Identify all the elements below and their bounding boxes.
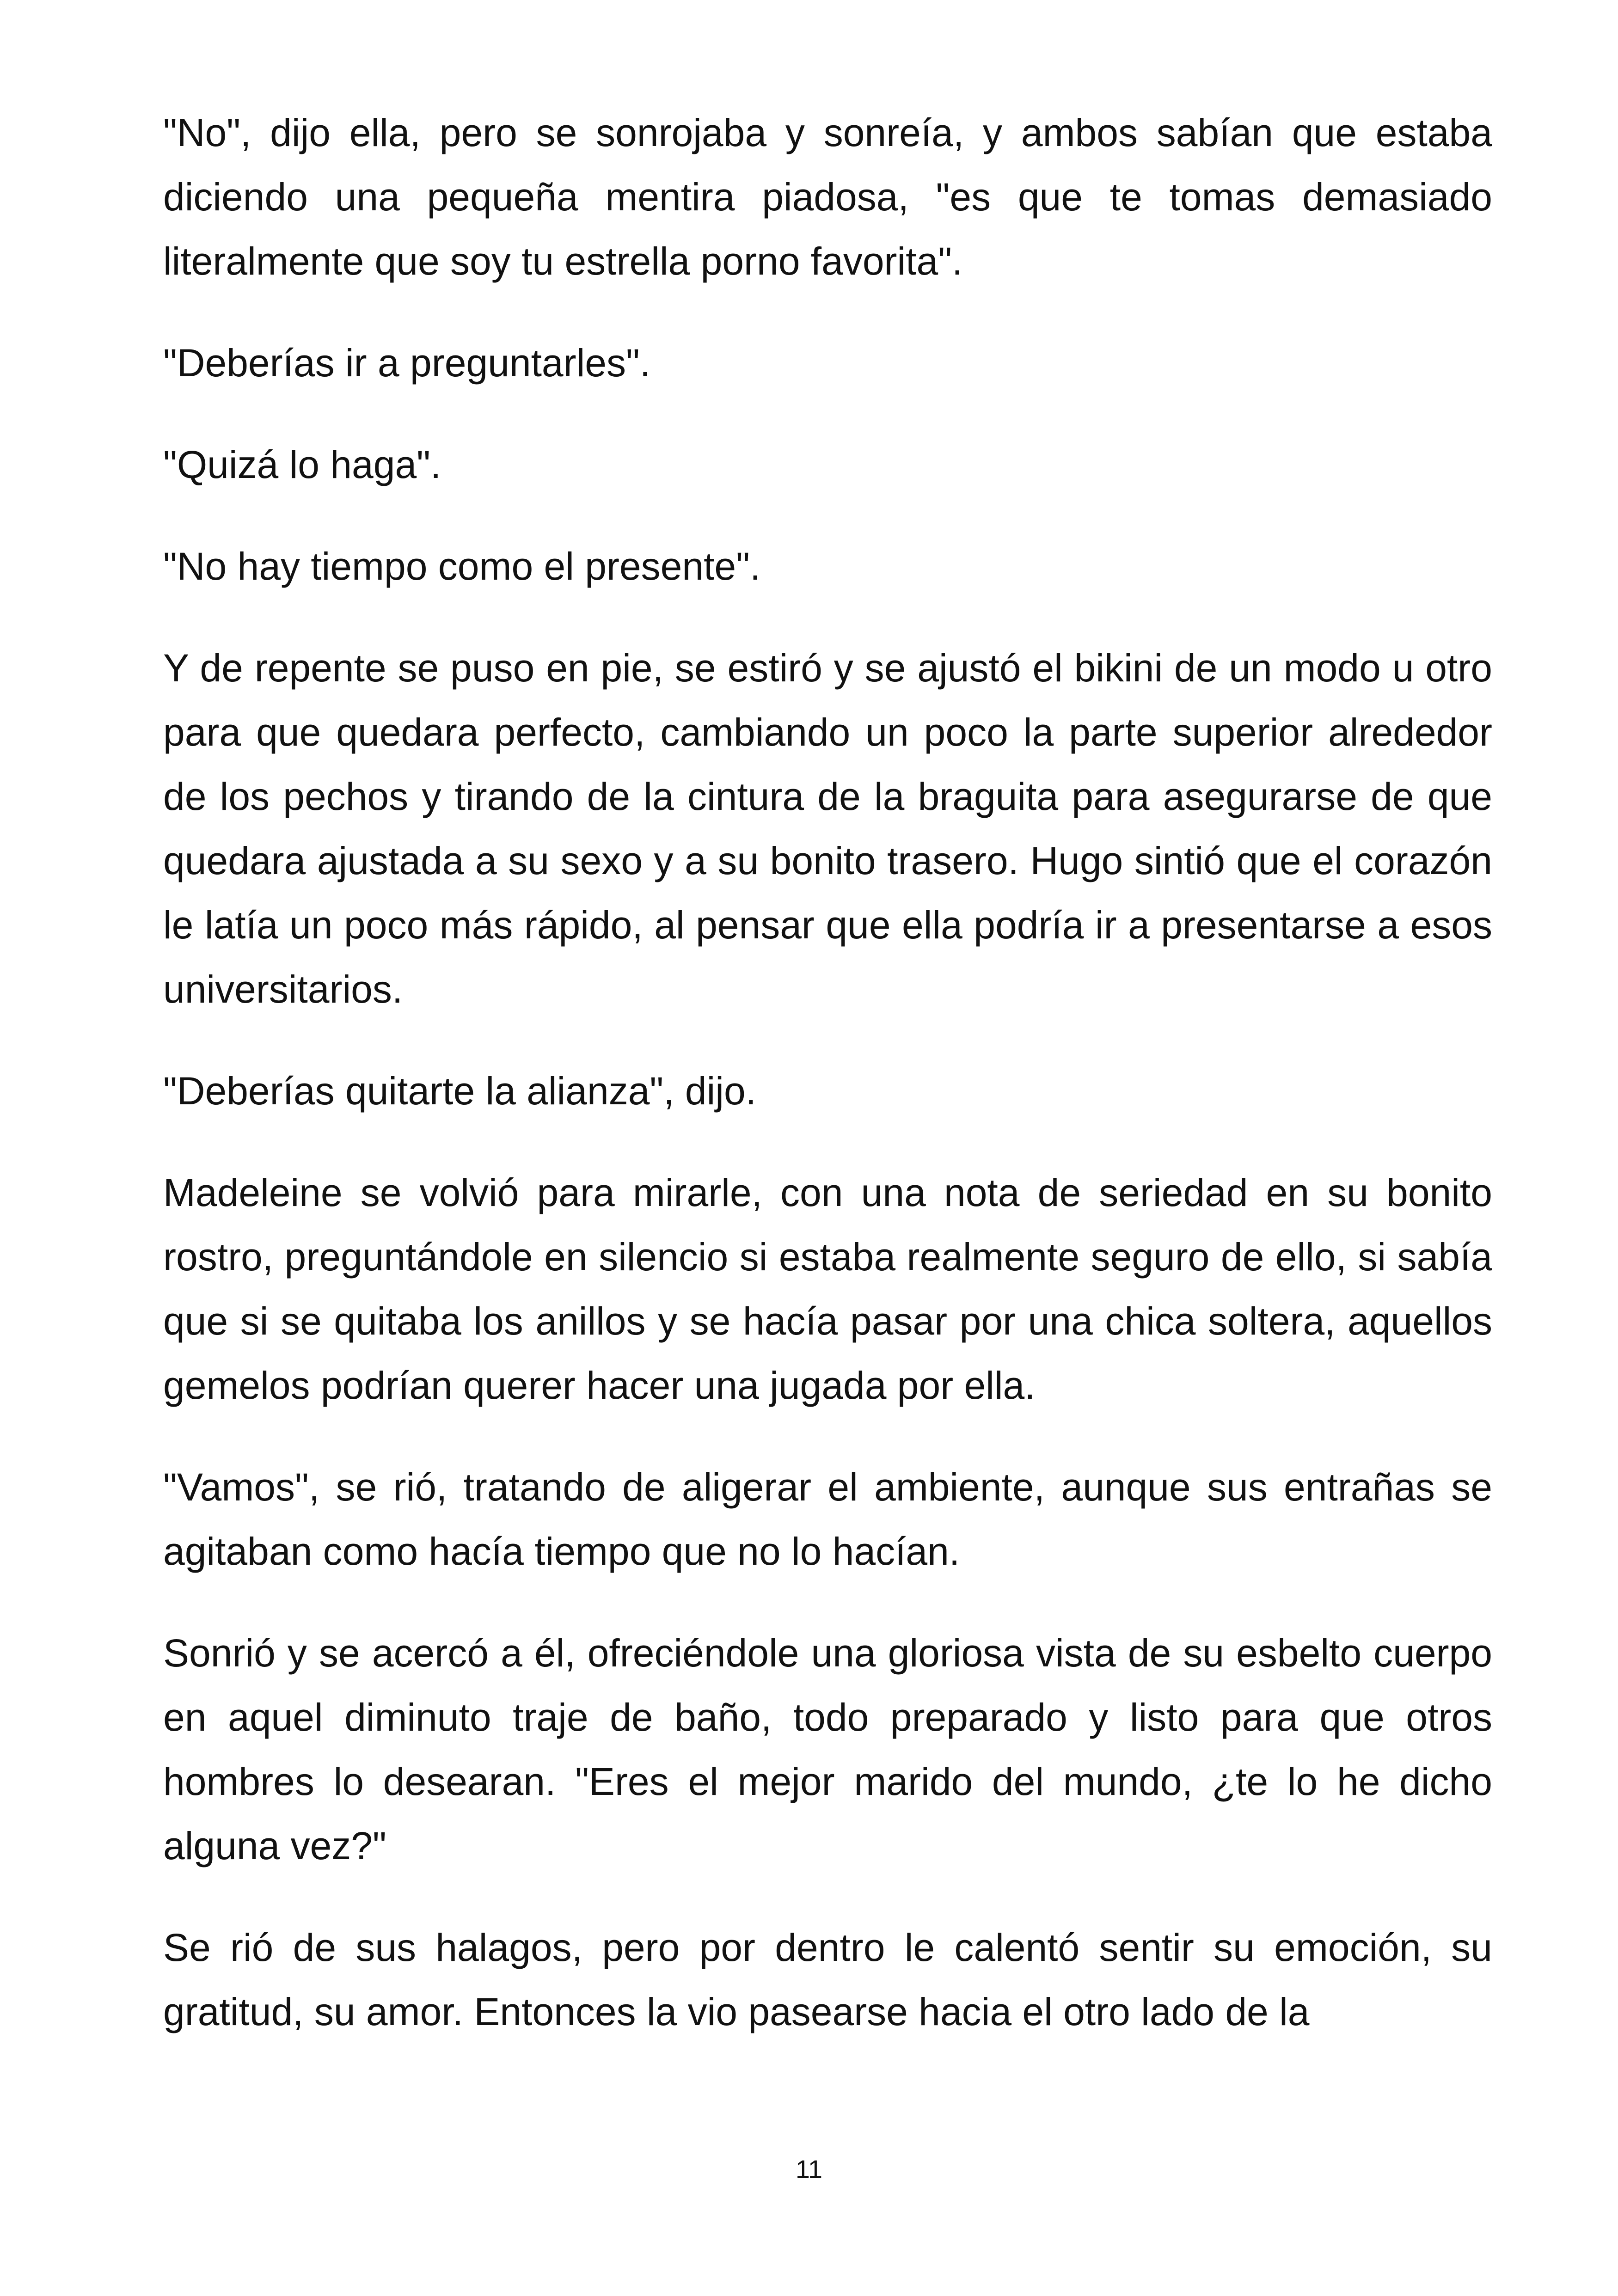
body-text (163, 101, 1492, 2044)
paragraph-7: Madeleine se volvió para mirarle, con una nota de seriedad en su bonito rostro, preguntándole en silencio si estaba realmente seguro de ello, si sabía que si se quitaba los anillos y se hacía pasar por una chica soltera, aquellos gemelos podrían querer hacer una jugada por ella. (163, 1171, 1492, 1407)
paragraph-2: "Deberías ir a preguntarles". (163, 341, 651, 385)
paragraph-8: "Vamos", se rió, tratando de aligerar el ambiente, aunque sus entrañas se agitaban como hacía tiempo que no lo hacían. (163, 1465, 1492, 1573)
paragraph-9: Sonrió y se acercó a él, ofreciéndole una gloriosa vista de su esbelto cuerpo en aquel diminuto traje de baño, todo preparado y listo para que otros hombres lo desearan. "Eres el mejor marido del mundo, ¿te lo he dicho alguna vez?" (163, 1631, 1492, 1867)
paragraph-3: "Quizá lo haga". (163, 443, 441, 486)
paragraph-6: "Deberías quitarte la alianza", dijo. (163, 1069, 757, 1113)
paragraph-10: Se rió de sus halagos, pero por dentro le calentó sentir su emoción, su gratitud, su amor. Entonces la vio pasearse hacia el otro lado de la (163, 1926, 1492, 2033)
paragraph-5: Y de repente se puso en pie, se estiró y se ajustó el bikini de un modo u otro para que quedara perfecto, cambiando un poco la parte superior alrededor de los pechos y tirando de la cintura de la braguita para asegurarse de que quedara ajustada a su sexo y a su bonito trasero. Hugo sintió que el corazón le latía un poco más rápido, al pensar que ella podría ir a presentarse a esos universitarios. (163, 646, 1492, 1011)
paragraph-4: "No hay tiempo como el presente". (163, 545, 761, 588)
paragraph-1: "No", dijo ella, pero se sonrojaba y sonreía, y ambos sabían que estaba diciendo una pequeña mentira piadosa, "es que te tomas demasiado literalmente que soy tu estrella porno favorita". (163, 111, 1492, 283)
page-number: 11 (795, 2155, 823, 2184)
